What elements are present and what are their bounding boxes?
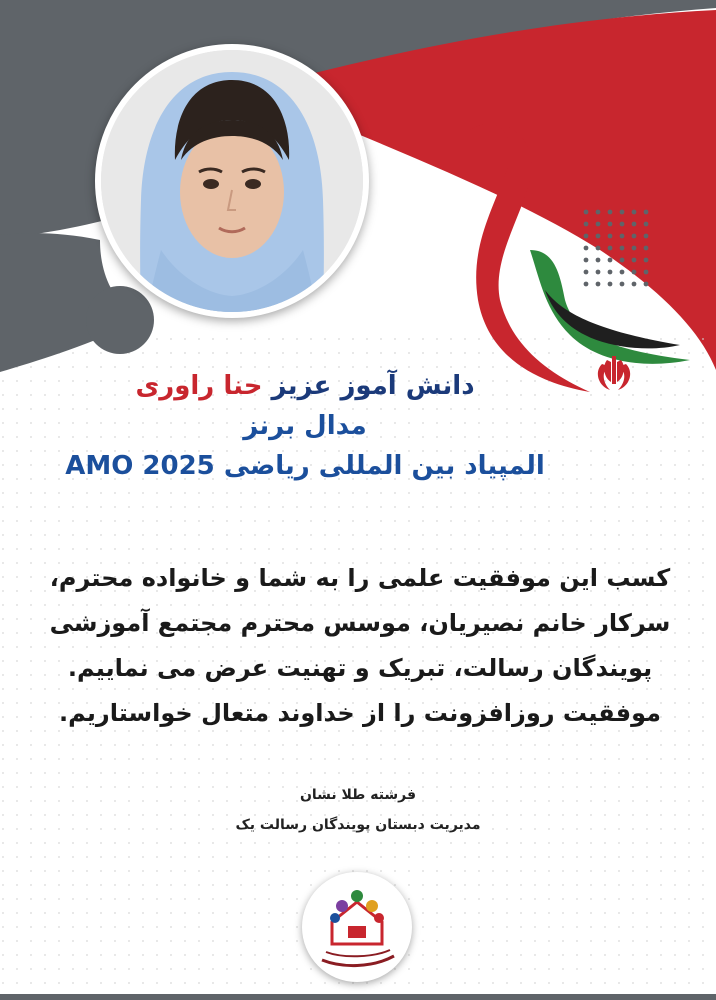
- student-prefix: دانش آموز عزیز: [271, 371, 475, 401]
- student-line: [60, 366, 550, 406]
- signer-name: فرشته طلا نشان: [299, 787, 417, 803]
- student-photo: [95, 44, 369, 318]
- heading-block: [60, 366, 550, 486]
- gray-circle: [86, 286, 154, 354]
- student-portrait-illustration: [101, 50, 363, 312]
- olympiad-line: المپیاد بین المللی ریاضی AMO 2025: [65, 451, 545, 481]
- message-line: کسب این موفقیت علمی را به شما و خانواده محترم،: [49, 564, 671, 592]
- signer-title: مدیریت دبستان پویندگان رسالت یک: [235, 817, 481, 833]
- message-line: سرکار خانم نصیریان، موسس محترم مجتمع آموزشی: [49, 609, 671, 637]
- message-line: پویندگان رسالت، تبریک و تهنیت عرض می نماییم.: [67, 654, 653, 682]
- school-logo: [302, 872, 412, 982]
- message-line: موفقیت روزافزونت را از خداوند متعال خواستاریم.: [58, 699, 662, 727]
- congratulation-message: [40, 556, 680, 736]
- medal-line: مدال برنز: [243, 411, 367, 441]
- school-logo-icon: [302, 872, 412, 982]
- student-name: حنا راوری: [135, 371, 263, 401]
- signature-block: [158, 780, 558, 840]
